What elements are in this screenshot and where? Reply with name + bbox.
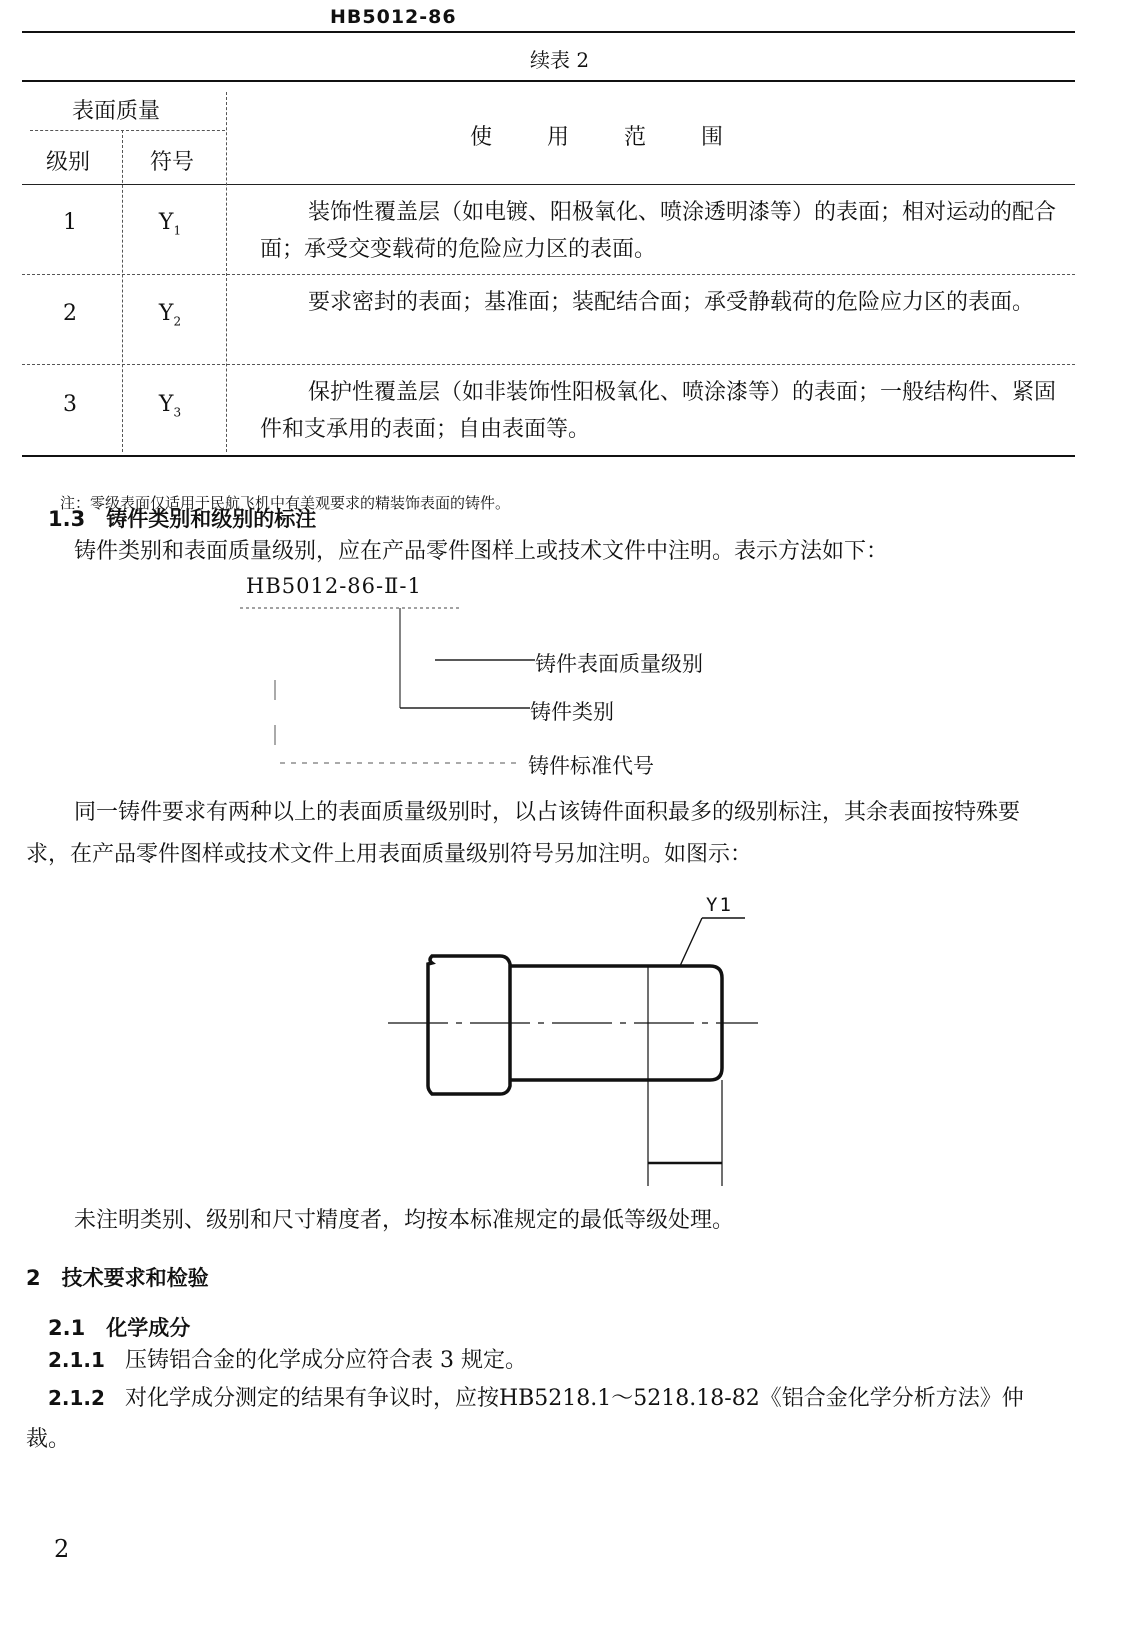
- label-surface-grade: 铸件表面质量级别: [535, 652, 703, 676]
- row-2-grade: 2: [63, 301, 77, 326]
- table-bottom-rule: [22, 455, 1075, 457]
- section-2-heading: 2 技术要求和检验: [26, 1266, 209, 1290]
- row-1-symbol: $Y_1$: [158, 210, 182, 238]
- clause-2-1-1: [48, 1340, 527, 1381]
- row-1-usage: 装饰性覆盖层（如电镀、阳极氧化、喷涂透明漆等）的表面；相对运动的配合面；承受交变载荷的危险应力区的表面。: [260, 200, 1057, 262]
- row-3-symbol: $Y_3$: [158, 392, 182, 420]
- header-sub-rule: [30, 130, 225, 131]
- table-group-header: 表面质量: [72, 99, 161, 124]
- designation-example: HB5012-86-Ⅱ-1: [246, 574, 422, 598]
- label-standard-code: 铸件标准代号: [528, 754, 654, 778]
- label-casting-category: 铸件类别: [530, 700, 614, 724]
- section-1-3-paragraph-2: 同一铸件要求有两种以上的表面质量级别时，以占该铸件面积最多的级别标注，其余表面按特殊要求，在产品零件图样或技术文件上用表面质量级别符号另加注明。如图示：: [26, 800, 1021, 867]
- column-header-usage: 使 用 范 围: [470, 125, 723, 150]
- column-separator: [122, 130, 123, 452]
- clause-text: 压铸铝合金的化学成分应符合表 3 规定。: [124, 1348, 527, 1373]
- continued-table-label: 续表 2: [530, 48, 590, 72]
- designation-leader-diagram: [240, 600, 570, 790]
- row-divider: [22, 274, 1075, 275]
- top-rule: [22, 31, 1075, 33]
- section-2-1-heading: 2.1 化学成分: [48, 1316, 191, 1340]
- table-note: 注：零级表面仅适用于民航飞机中有美观要求的精装饰表面的铸件。: [60, 494, 511, 512]
- standard-code: HB5012-86: [330, 6, 457, 28]
- row-3-usage: 保护性覆盖层（如非装饰性阳极氧化、喷涂漆等）的表面；一般结构件、紧固件和支承用的表面；自由表面等。: [260, 380, 1057, 442]
- clause-2-1-2: [26, 1378, 1026, 1460]
- column-separator: [226, 92, 227, 452]
- casting-part-figure: [380, 880, 780, 1190]
- row-divider: [22, 364, 1075, 365]
- row-2-symbol: $Y_2$: [158, 301, 182, 329]
- row-3-grade: 3: [63, 392, 77, 417]
- section-1-3-paragraph-3: 未注明类别、级别和尺寸精度者，均按本标准规定的最低等级处理。: [74, 1208, 735, 1233]
- page-number: 2: [54, 1535, 70, 1563]
- row-1-grade: 1: [63, 210, 77, 235]
- clause-number: 2.1.2: [48, 1386, 105, 1410]
- column-header-grade: 级别: [46, 150, 91, 175]
- clause-text: 对化学成分测定的结果有争议时，应按HB5218.1～5218.18-82《铝合金化学分析方法》仲裁。: [26, 1386, 1024, 1452]
- section-1-3-paragraph: 铸件类别和表面质量级别，应在产品零件图样上或技术文件中注明。表示方法如下：: [74, 539, 889, 564]
- section-1-3-heading: 1.3 铸件类别和级别的标注: [48, 507, 317, 531]
- column-header-symbol: 符号: [150, 150, 195, 175]
- row-2-usage: 要求密封的表面；基准面；装配结合面；承受静载荷的危险应力区的表面。: [308, 290, 1035, 315]
- figure-surface-label: Y1: [706, 894, 733, 916]
- table-header-rule: [22, 184, 1075, 185]
- table-top-rule: [22, 80, 1075, 82]
- clause-number: 2.1.1: [48, 1348, 105, 1372]
